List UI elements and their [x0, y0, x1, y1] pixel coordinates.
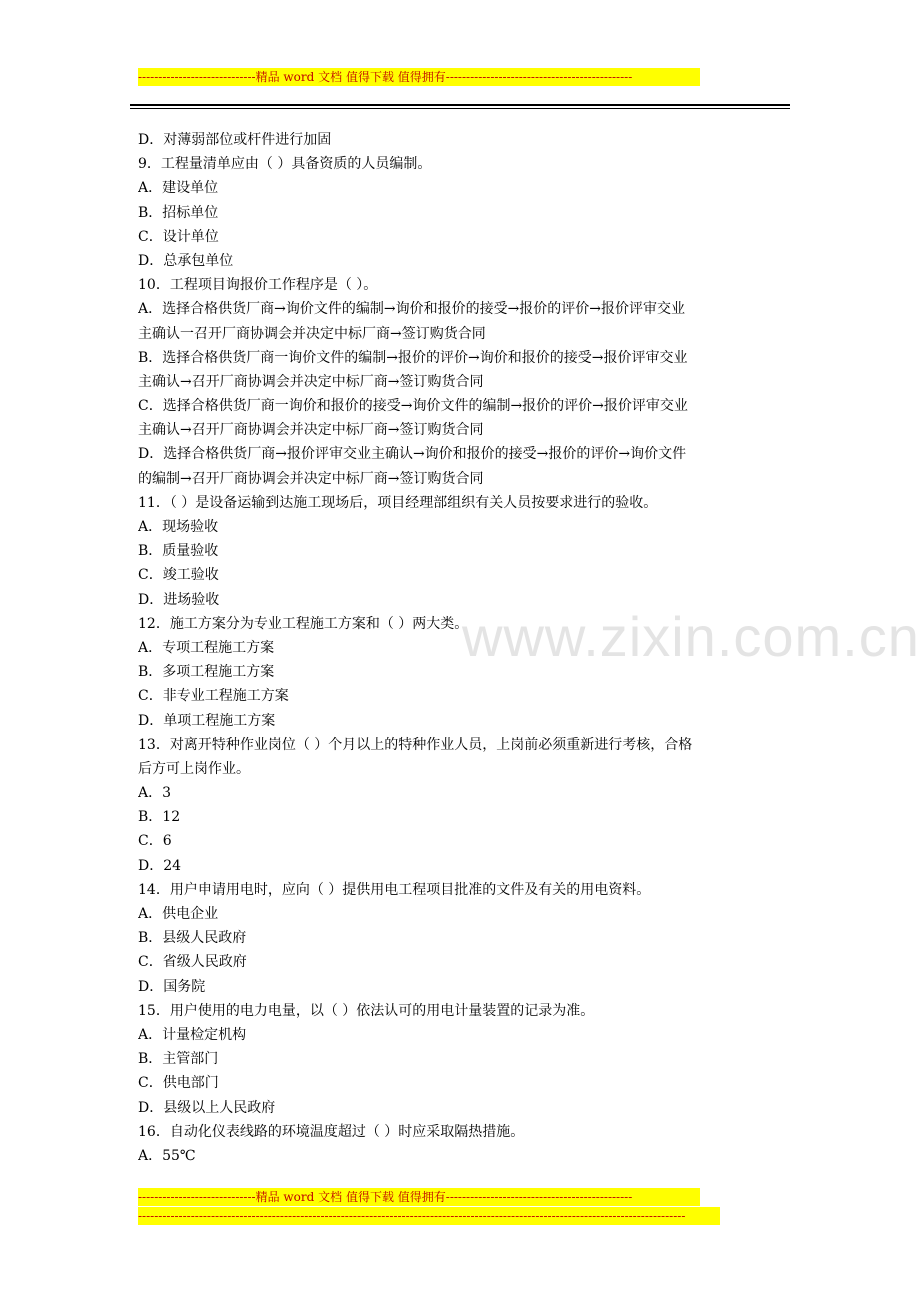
text-line: D．总承包单位	[138, 252, 234, 269]
text-line: B．县级人民政府	[138, 930, 247, 947]
text-line: 11．（ ）是设备运输到达施工现场后，项目经理部组织有关人员按要求进行的验收。	[138, 494, 658, 511]
text-line: D．国务院	[138, 978, 206, 995]
text-line: 10．工程项目询报价工作程序是（ ）。	[138, 277, 378, 294]
text-line: B．主管部门	[138, 1051, 219, 1068]
text-line: 的编制→召开厂商协调会并决定中标厂商→签订购货合同	[138, 470, 484, 487]
text-line: B．多项工程施工方案	[138, 664, 275, 681]
text-line: B．选择合格供货厂商一询价文件的编制→报价的评价→询价和报价的接受→报价评审交业	[138, 349, 688, 366]
text-line: 12．施工方案分为专业工程施工方案和（ ）两大类。	[138, 615, 469, 632]
text-line: 14．用户申请用电时，应向（ ）提供用电工程项目批准的文件及有关的用电资料。	[138, 881, 651, 898]
text-line: D．24	[138, 857, 182, 874]
text-line: C．非专业工程施工方案	[138, 688, 289, 705]
text-line: A．55℃	[138, 1147, 196, 1164]
text-line: B．12	[138, 809, 181, 826]
text-line: 后方可上岗作业。	[138, 760, 250, 777]
text-line: A．供电企业	[138, 906, 219, 922]
text-line: D．对薄弱部位或杆件进行加固	[138, 132, 332, 148]
text-line: D．进场验收	[138, 591, 220, 608]
text-line: A．建设单位	[138, 180, 219, 197]
footer-banner-dashes: ---------------------------------------------------------------------------------------------------------------------------------------	[138, 1207, 720, 1225]
text-line: C．省级人民政府	[138, 954, 247, 971]
text-line: 16．自动化仪表线路的环境温度超过（ ）时应采取隔热措施。	[138, 1123, 525, 1140]
text-line: A．3	[138, 785, 172, 802]
text-line: B．招标单位	[138, 204, 219, 221]
text-line: A．专项工程施工方案	[138, 639, 275, 656]
text-line: 13．对离开特种作业岗位（ ）个月以上的特种作业人员，上岗前必须重新进行考核，合格	[138, 736, 693, 753]
text-line: B．质量验收	[138, 543, 219, 560]
text-line: 9．工程量清单应由（ ）具备资质的人员编制。	[138, 156, 432, 173]
text-line: D．选择合格供货厂商→报价评审交业主确认→询价和报价的接受→报价的评价→询价文件	[138, 446, 687, 463]
text-line: C．选择合格供货厂商一询价和报价的接受→询价文件的编制→报价的评价→报价评审交业	[138, 398, 688, 415]
text-line: D．县级以上人民政府	[138, 1099, 276, 1116]
text-line: C．竣工验收	[138, 567, 219, 584]
text-line: C．设计单位	[138, 228, 219, 245]
text-line: C．供电部门	[138, 1075, 219, 1092]
watermark-text: www.zixin.com.cn	[462, 605, 920, 668]
header-rule-thin	[130, 108, 790, 109]
header-banner: -----------------------------精品 word 文档 值得下载 值得拥有----------------------------------------------	[138, 68, 700, 86]
text-line: 15．用户使用的电力电量，以（ ）依法认可的用电计量装置的记录为准。	[138, 1002, 595, 1019]
text-line: C．6	[138, 833, 172, 850]
text-line: 主确认→召开厂商协调会并决定中标厂商→签订购货合同	[138, 373, 484, 390]
text-line: 主确认一召开厂商协调会并决定中标厂商→签订购货合同	[138, 325, 486, 342]
header-rule-thick	[130, 104, 790, 106]
text-line: A．选择合格供货厂商→询价文件的编制→询价和报价的接受→报价的评价→报价评审交业	[138, 301, 686, 318]
text-line: A．现场验收	[138, 519, 219, 535]
text-line: 主确认→召开厂商协调会并决定中标厂商→签订购货合同	[138, 422, 484, 439]
footer-banner: -----------------------------精品 word 文档 值得下载 值得拥有----------------------------------------------	[138, 1188, 700, 1206]
text-line: D．单项工程施工方案	[138, 712, 276, 729]
document-body	[138, 128, 786, 1168]
text-line: A．计量检定机构	[138, 1026, 247, 1043]
